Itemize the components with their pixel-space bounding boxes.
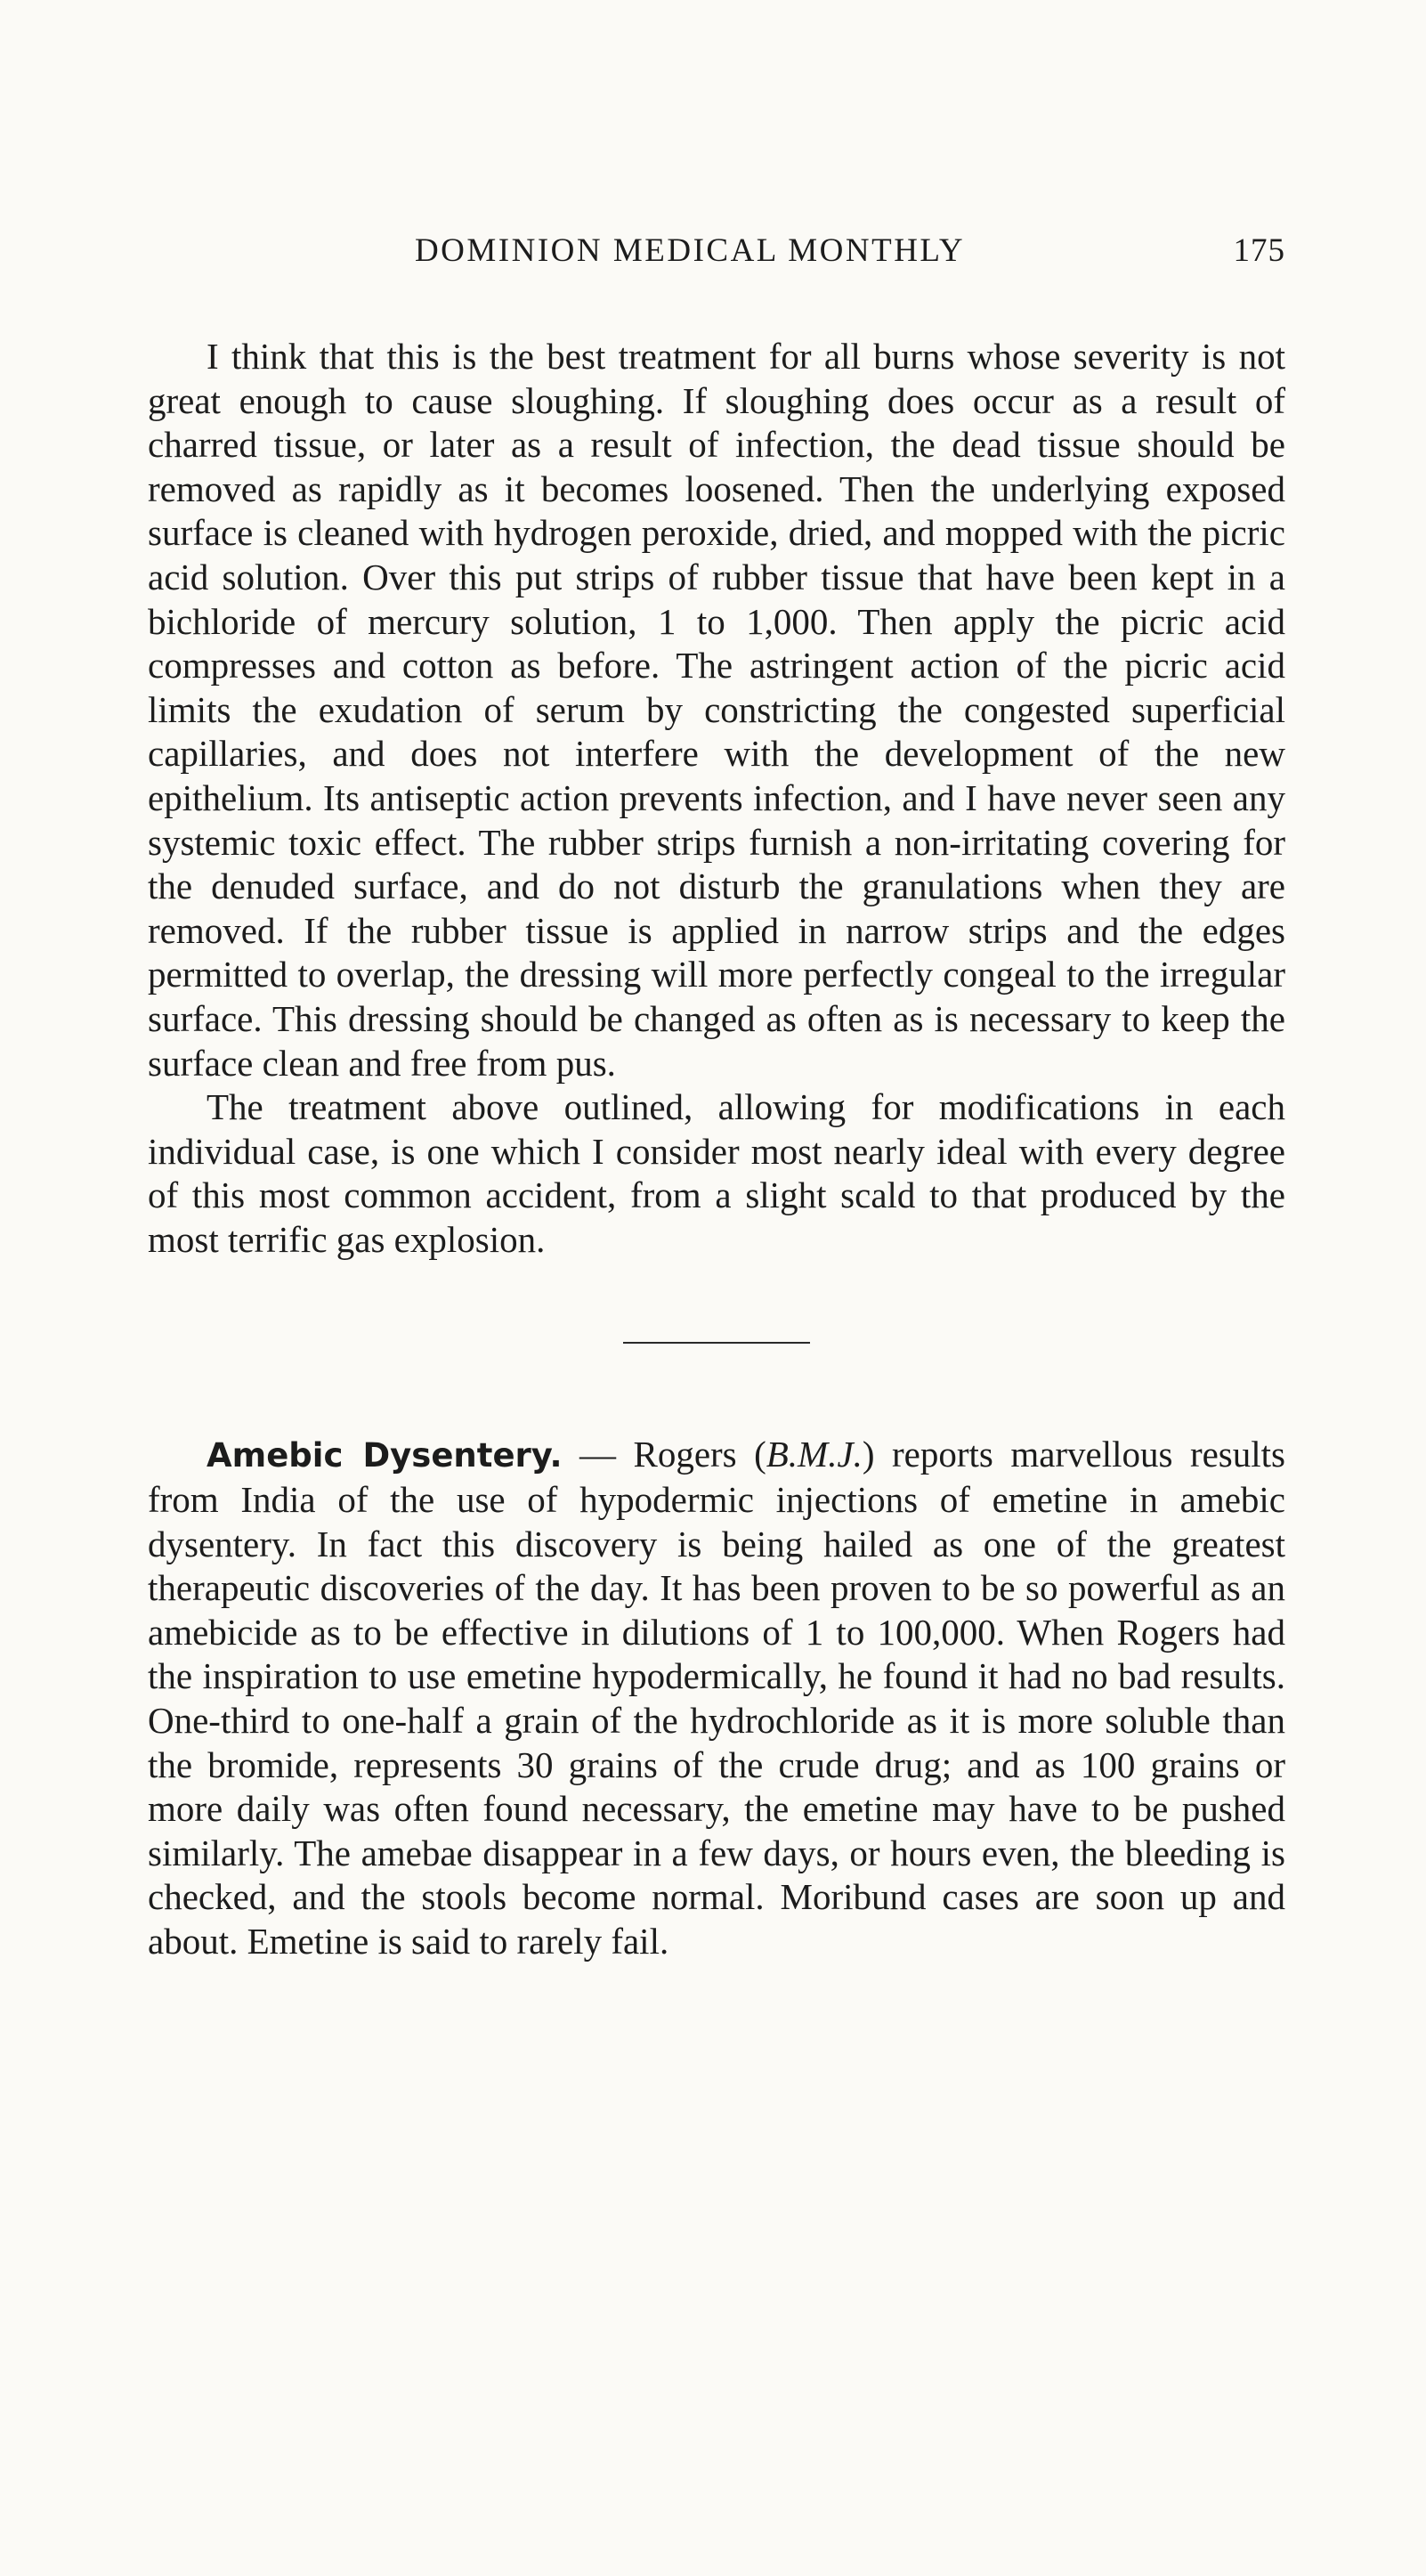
page-number: 175: [1233, 232, 1285, 269]
running-head: [148, 232, 1285, 285]
article-paragraph: The treatment above outlined, allowing for modifications in each individual case, is one which I consider most nearly ideal with every degree of this most common accident, from a slight scald to that produced by the most terrific gas explosion.: [148, 1086, 1285, 1260]
article-paragraph: I think that this is the best treatment for all burns whose severity is not great enough to cause sloughing. If sloughing does occur as a result of charred tissue, or later as a result of infection, the dead tissue should be removed as rapidly as it becomes loosened. Then the underlying exposed surface is cleaned with hydrogen peroxide, dried, and mopped with the picric acid solution. Over this put strips of rubber tissue that have been kept in a bichloride of mercury solution, 1 to 1,000. Then apply the picric acid compresses and cotton as before. The astringent action of the picric acid limits the exudation of serum by constricting the congested superficial capillaries, and does not interfere with the development of the new epithelium. Its antiseptic action prevents infection, and I have never seen any systemic toxic effect. The rubber strips furnish a non-irritating covering for the denuded surface, and do not disturb the granulations when they are removed. If the rubber tissue is applied in narrow strips and the edges permitted to overlap, the dressing will more perfectly congeal to the irregular surface. This dressing should be changed as often as is necessary to keep the surface clean and free from pus.: [148, 336, 1285, 1084]
note-heading: Amebic Dysentery.: [207, 1436, 563, 1475]
running-title: DOMINION MEDICAL MONTHLY: [414, 232, 966, 269]
journal-page: [148, 232, 1285, 1964]
note-citation: B.M.J.: [766, 1434, 863, 1475]
note-dash: — Rogers (: [562, 1434, 766, 1475]
note-section: [148, 1433, 1285, 1963]
note-paragraph: [148, 1433, 1285, 1963]
section-divider: [623, 1342, 810, 1344]
article-body: [148, 335, 1285, 1964]
note-text: ) reports marvellous results from India of the use of hypodermic injections of emetine in amebic dysentery. In fact this discovery is being hailed as one of the greatest therapeutic discoveries of the day. It has been proven to be so powerful as an amebicide as to be effective in dilutions of 1 to 100,000. When Rogers had the inspiration to use emetine hypodermically, he found it had no bad results. One-third to one-half a grain of the hydrochloride as it is more soluble than the bromide, represents 30 grains of the crude drug; and as 100 grains or more daily was often found necessary, the emetine may have to be pushed similarly. The amebae disappear in a few days, or hours even, the bleeding is checked, and the stools become normal. Moribund cases are soon up and about. Emetine is said to rarely fail.: [148, 1434, 1285, 1962]
